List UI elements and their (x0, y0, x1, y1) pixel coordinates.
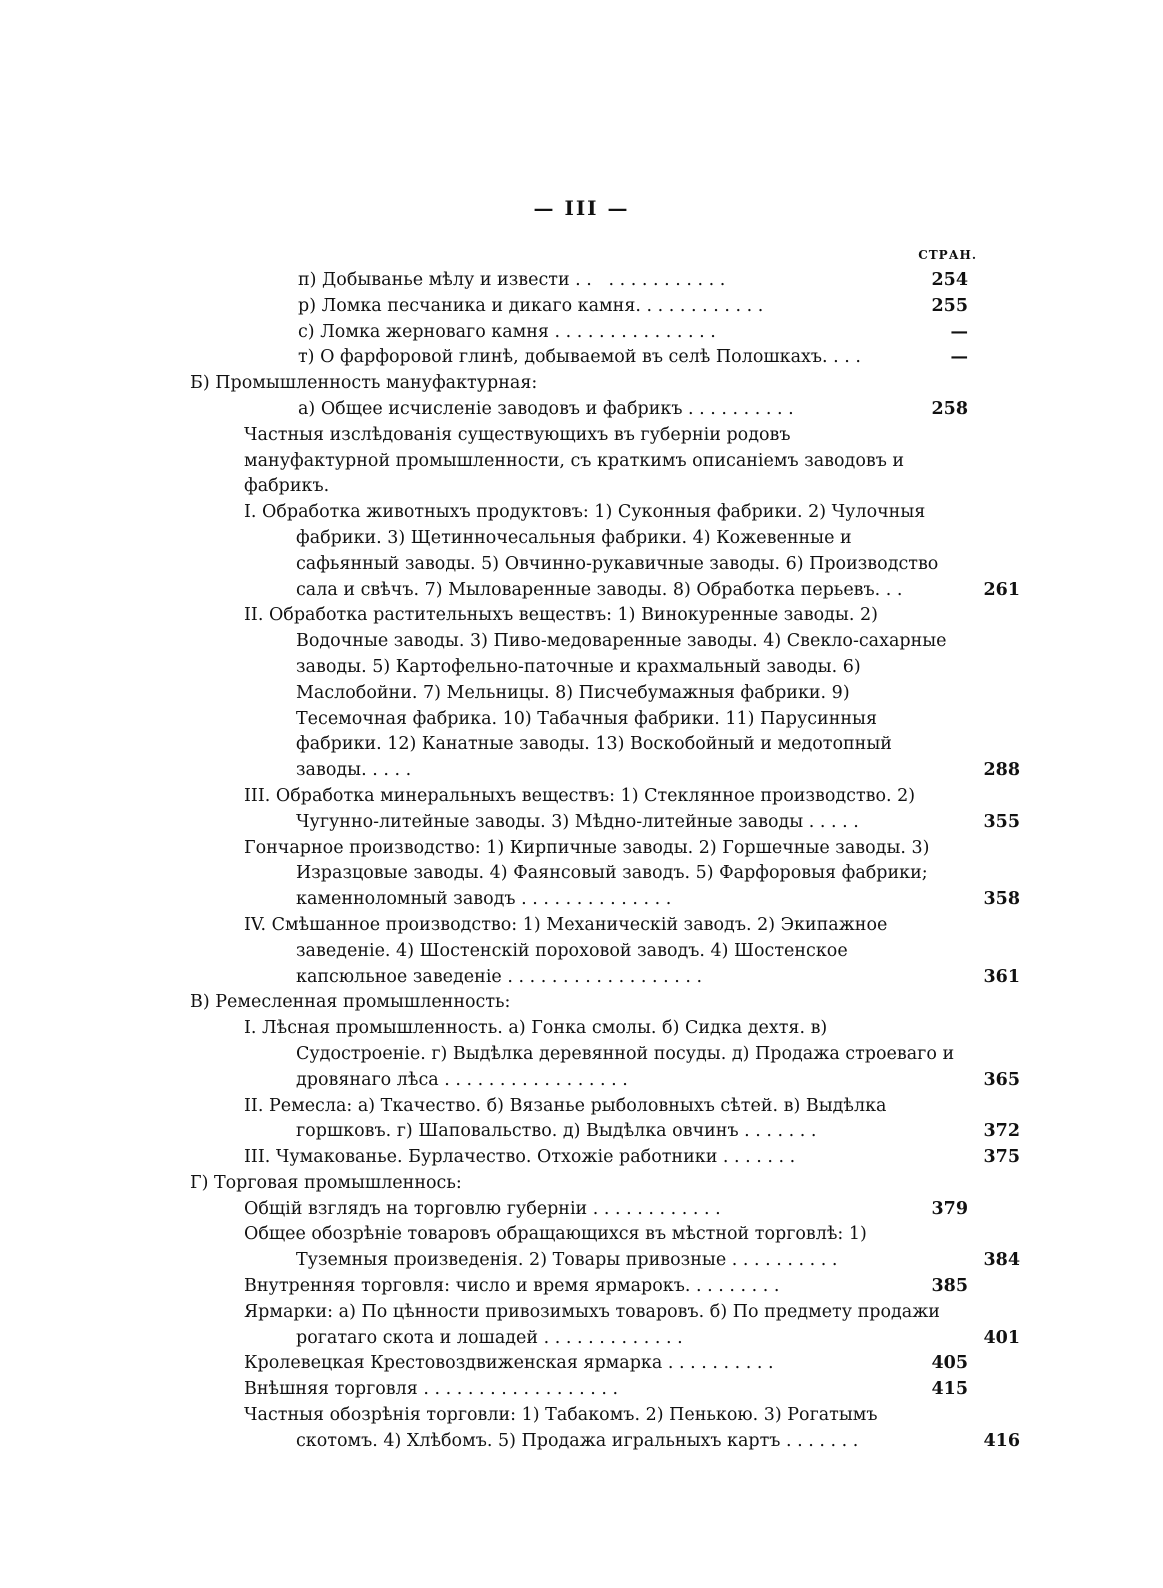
toc-entry-page: 365 (983, 1069, 1020, 1090)
toc-entry-page: 401 (983, 1327, 1020, 1348)
toc-entry-text: Б) Промышленность мануфактурная: (190, 373, 538, 394)
toc-entry (244, 1016, 1020, 1093)
toc-entry-text: Общее обозрѣніе товаровъ обращающихся въ мѣстной торговлѣ: 1) Туземныя произведенія. 2) Товары привозные . . . . . . . . . . (244, 1224, 873, 1271)
toc-entry (244, 1403, 1020, 1455)
toc-entry-page: 361 (983, 966, 1020, 987)
toc-entry-text: р) Ломка песчаника и дикаго камня. . . . . . . . . . . . (298, 295, 764, 316)
toc-entry-text: Общій взглядъ на торговлю губерніи . . . . . . . . . . . . (244, 1198, 721, 1219)
toc-entry-text: т) О фарфоровой глинѣ, добываемой въ селѣ Полошкахъ. . . . (298, 347, 861, 368)
toc-entry-text: III. Обработка минеральныхъ веществъ: 1) Стеклянное производство. 2) Чугунно-литейные заводы. 3) Мѣдно-литейные заводы . . . . . (244, 785, 921, 832)
toc-entry-page: 255 (931, 295, 968, 316)
toc-entry-page: 254 (931, 270, 968, 290)
page-column-label: СТРАН. (918, 248, 977, 262)
page-number-header: — III — (533, 196, 630, 220)
toc-entry-text: Г) Торговая промышленнось: (190, 1172, 462, 1193)
toc-entry (244, 1222, 1020, 1274)
toc-entry-page: 261 (983, 579, 1020, 600)
toc-entry (244, 836, 1020, 913)
toc-entry (244, 1197, 968, 1223)
toc-entry-text: Частныя обозрѣнія торговли: 1) Табакомъ. 2) Пенькою. 3) Рогатымъ скотомъ. 4) Хлѣбомъ. 5) Продажа игральныхъ картъ . . . . . . . (244, 1405, 884, 1451)
toc-entry-text: Ярмарки: а) По цѣнности привозимыхъ товаровъ. б) По предмету продажи рогатаго скота и лошадей . . . . . . . . . . . . . (244, 1301, 946, 1348)
toc-entry-text: I. Лѣсная промышленность. а) Гонка смолы. б) Сидка дехтя. в) Судостроеніе. г) Выдѣлка деревянной посуды. д) Продажа строеваго и дровянаго лѣса . . . . . . . . . . . . . . . . . (244, 1018, 960, 1090)
toc-entry-text: а) Общее исчисленіе заводовъ и фабрикъ . . . . . . . . . . (298, 398, 794, 419)
toc-entry-text: II. Обработка растительныхъ веществъ: 1) Винокуренные заводы. 2) Водочные заводы. 3) Пиво-медоваренные заводы. 4) Свекло-сахарные заводы. 5) Картофельно-паточные и крахмальный заводы. 6) Маслобойни. 7) Мельницы. 8) Писчебумажныя фабрики. 9) Тесемочная фабрика. 10) Табачныя фабрики. 11) Парусинныя фабрики. 12) Канатные заводы. 13) Воскобойный и медотопный заводы. . . . . (244, 605, 953, 781)
toc-entry (244, 1094, 1020, 1146)
toc-entry (298, 345, 968, 371)
toc-entry (244, 1274, 968, 1300)
toc-entry-page: 288 (983, 760, 1020, 781)
toc-entry (244, 913, 1020, 990)
toc-entry-text: Частныя изслѣдованія существующихъ въ губерніи родовъ мануфактурной промышленности, съ краткимъ описаніемъ заводовъ и фабрикъ. (244, 424, 910, 497)
toc-entry-text: Кролевецкая Крестовоздвиженская ярмарка . . . . . . . . . . (244, 1353, 774, 1374)
toc-entry (190, 990, 960, 1016)
toc-entry (298, 397, 968, 423)
toc-entry-text: II. Ремесла: а) Ткачество. б) Вязанье рыболовныхъ сѣтей. в) Выдѣлка горшковъ. г) Шаповальство. д) Выдѣлка овчинъ . . . . . . . (244, 1095, 893, 1142)
toc-entry-page: — (950, 321, 968, 342)
toc-entry-text: В) Ремесленная промышленность: (190, 992, 511, 1013)
toc-entry-text: Гончарное производство: 1) Кирпичные заводы. 2) Горшечные заводы. 3) Изразцовые заводы. 4) Фаянсовый заводъ. 5) Фарфоровыя фабрики; каменноломный заводъ . . . . . . . . . . . . . . (244, 837, 936, 910)
toc-entry-page: 415 (931, 1379, 968, 1400)
toc-entry (244, 1377, 968, 1403)
toc-entry-page: — (950, 347, 968, 368)
toc-entry-page: 385 (931, 1276, 968, 1297)
toc-entry (298, 268, 968, 294)
toc-entry (244, 1300, 1020, 1352)
toc-entry-text: с) Ломка жерноваго камня . . . . . . . . . . . . . . . (298, 321, 716, 342)
toc-entry-text: IV. Смѣшанное производство: 1) Механическій заводъ. 2) Экипажное заведеніе. 4) Шостенскій пороховой заводъ. 4) Шостенское капсюльное заведеніе . . . . . . . . . . . . . . . . . . (244, 914, 893, 987)
table-of-contents (0, 268, 1163, 1455)
toc-entry-page: 258 (931, 398, 968, 419)
toc-entry-text: п) Добыванье мѣлу и извести . . . . . . . . . . . . . (298, 270, 726, 290)
toc-entry-page: 405 (931, 1353, 968, 1374)
toc-entry-text: Внутренняя торговля: число и время ярмарокъ. . . . . . . . . (244, 1276, 780, 1297)
toc-entry-page: 416 (983, 1430, 1020, 1451)
toc-entry-page: 375 (983, 1147, 1020, 1168)
toc-entry (244, 1145, 1020, 1171)
toc-entry (244, 500, 1020, 603)
toc-entry (244, 603, 1020, 784)
toc-entry-page: 358 (983, 889, 1020, 910)
toc-entry-text: I. Обработка животныхъ продуктовъ: 1) Суконныя фабрики. 2) Чулочныя фабрики. 3) Щетинночесальныя фабрики. 4) Кожевенные и сафьянный заводы. 5) Овчинно-рукавичные заводы. 6) Производство сала и свѣчъ. 7) Мыловаренные заводы. 8) Обработка перьевъ. . . (244, 502, 944, 600)
toc-entry-text: Внѣшняя торговля . . . . . . . . . . . . . . . . . . (244, 1379, 619, 1400)
toc-entry (190, 1171, 960, 1197)
toc-entry (244, 1351, 968, 1377)
toc-entry (298, 320, 968, 346)
toc-entry-page: 355 (983, 811, 1020, 832)
toc-entry-page: 372 (983, 1121, 1020, 1142)
toc-entry (244, 423, 908, 500)
toc-entry-page: 384 (983, 1250, 1020, 1271)
toc-entry (244, 784, 1020, 836)
toc-entry (298, 294, 968, 320)
toc-entry (190, 371, 960, 397)
toc-entry-text: III. Чумакованье. Бурлачество. Отхожіе работники . . . . . . . (244, 1147, 796, 1168)
toc-entry-page: 379 (931, 1198, 968, 1219)
